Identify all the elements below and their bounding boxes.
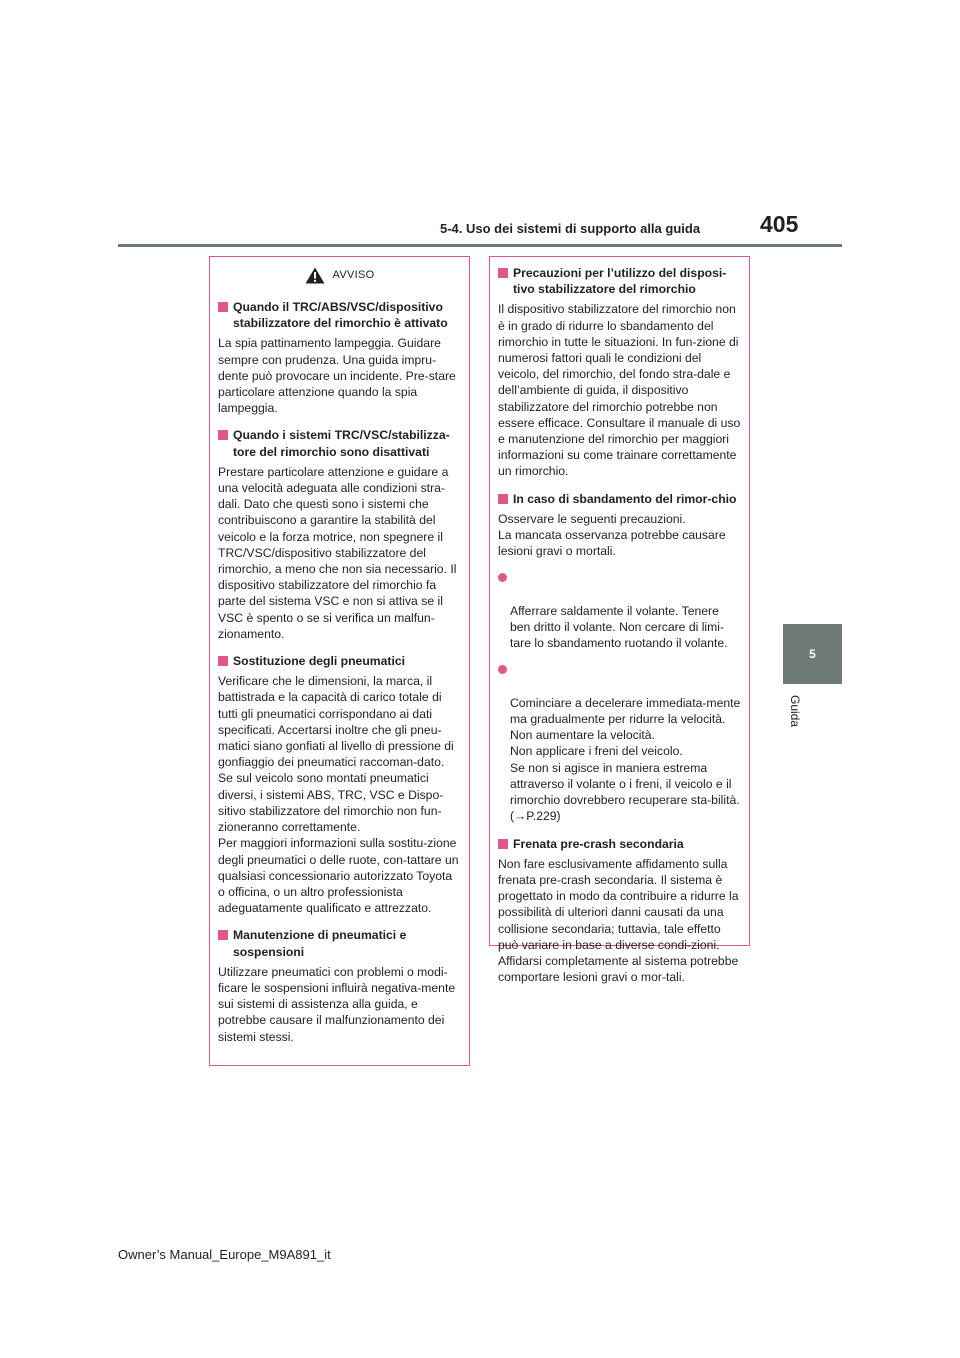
section-heading: Manutenzione di pneumatici e sospensioni [218, 927, 461, 959]
footer-document-id: Owner’s Manual_Europe_M9A891_it [118, 1247, 331, 1262]
square-bullet-icon [498, 268, 508, 278]
section-heading: Sostituzione degli pneumatici [218, 653, 461, 669]
section-heading: Quando i sistemi TRC/VSC/stabilizza-tore del rimorchio sono disattivati [218, 427, 461, 459]
warning-triangle-icon [305, 267, 325, 284]
page-number: 405 [760, 211, 799, 237]
warning-box-right [489, 256, 750, 985]
warning-title: AVVISO [332, 268, 375, 281]
square-bullet-icon [218, 430, 228, 440]
section-body: Prestare particolare attenzione e guidare a una velocità adeguata alle condizioni stra-dali. Dato che questi sono i sistemi che contribuiscono a garantire la stabilità del veicolo e la forza motrice, non spegnere il TRC/VSC/dispositivo stabilizzatore del rimorchio, a meno che non sia necessario. Il dispositivo stabilizzatore del rimorchio fa parte del sistema VSC e non si attiva se il VSC è spento o se si verifica un malfun-zionamento. [218, 464, 457, 641]
warning-header [218, 265, 461, 285]
section-body: La spia pattinamento lampeggia. Guidare sempre con prudenza. Una guida impru-dente può provocare un incidente. Pre-stare particolare attenzione quando la spia lampeggia. [218, 336, 456, 416]
square-bullet-icon [218, 302, 228, 312]
round-bullet-icon [498, 573, 507, 582]
section-body: Verificare che le dimensioni, la marca, il battistrada e la capacità di carico totale di tutti gli pneumatici corrispondano ai dati specificati. Accertarsi inoltre che gli pneu-matici siano gonfiati al livello di pressione di gonfiaggio dei pneumatici raccoman-dato. Se sul veicolo sono montati pneumatici diversi, i sistemi ABS, TRC, VSC e Dispo-sitivo stabilizzatore del rimorchio non fun-zioneranno correttamente. Per maggiori informazioni sulla sostitu-zione degli pneumatici o delle ruote, con-tattare un qualsiasi concessionario autorizzato Toyota o officina, o un altro professionista adeguatamente qualificato e attrezzato. [218, 674, 459, 916]
square-bullet-icon [498, 494, 508, 504]
section-body: Non fare esclusivamente affidamento sulla frenata pre-crash secondaria. Il sistema è progettato in modo da contribuire a ridurre la possibilità di ulteriori danni causati da una collisione secondaria; tuttavia, tale effetto può variare in base a diverse condi-zioni. Affidarsi completamente al sistema potrebbe comportare lesioni gravi o mor-tali. [498, 856, 739, 985]
section-body: Osservare le seguenti precauzioni. La mancata osservanza potrebbe causare lesioni gravi o mortali. [498, 511, 726, 559]
square-bullet-icon [218, 656, 228, 666]
section-heading: Precauzioni per l’utilizzo del disposi-tivo stabilizzatore del rimorchio [498, 265, 741, 297]
warning-box-left [209, 256, 470, 1066]
list-item: Cominciare a decelerare immediata-mente ma gradualmente per ridurre la velocità. Non aumentare la velocità. Non applicare i freni del veicolo. Se non si agisce in maniera estrema attraverso il volante o i freni, il veicolo e il rimorchio dovrebbero recuperare sta-bilità. (→P.229) [498, 662, 741, 824]
chapter-tab[interactable] [783, 624, 842, 684]
square-bullet-icon [218, 930, 228, 940]
section-heading: Quando il TRC/ABS/VSC/dispositivo stabilizzatore del rimorchio è attivato [218, 299, 461, 331]
section-body: Utilizzare pneumatici con problemi o modi-ficare le sospensioni influirà negativa-mente sui sistemi di assistenza alla guida, e potrebbe causare il malfunzionamento dei sistemi stessi. [218, 964, 456, 1044]
chapter-label: Guida [788, 694, 802, 728]
section-title: 5-4. Uso dei sistemi di supporto alla guida [440, 221, 701, 236]
round-bullet-icon [498, 665, 507, 674]
square-bullet-icon [498, 839, 508, 849]
chapter-number: 5 [809, 647, 816, 661]
list-item: Afferrare saldamente il volante. Tenere ben dritto il volante. Non cercare di limi-tare lo sbandamento ruotando il volante. [498, 570, 741, 651]
section-heading: Frenata pre-crash secondaria [498, 836, 741, 852]
section-body: Il dispositivo stabilizzatore del rimorchio non è in grado di ridurre lo sbandamento del rimorchio in tutte le situazioni. In fun-zione di numerosi fattori quali le condizioni del veicolo, del rimorchio, del fondo stra-dale e dell’ambiente di guida, il dispositivo stabilizzatore del rimorchio potrebbe non essere efficace. Consultare il manuale di uso e manutenzione del rimorchio per maggiori informazioni su come trainare correttamente un rimorchio. [498, 302, 741, 479]
section-heading: In caso di sbandamento del rimor-chio [498, 491, 741, 507]
header-divider [118, 244, 842, 247]
